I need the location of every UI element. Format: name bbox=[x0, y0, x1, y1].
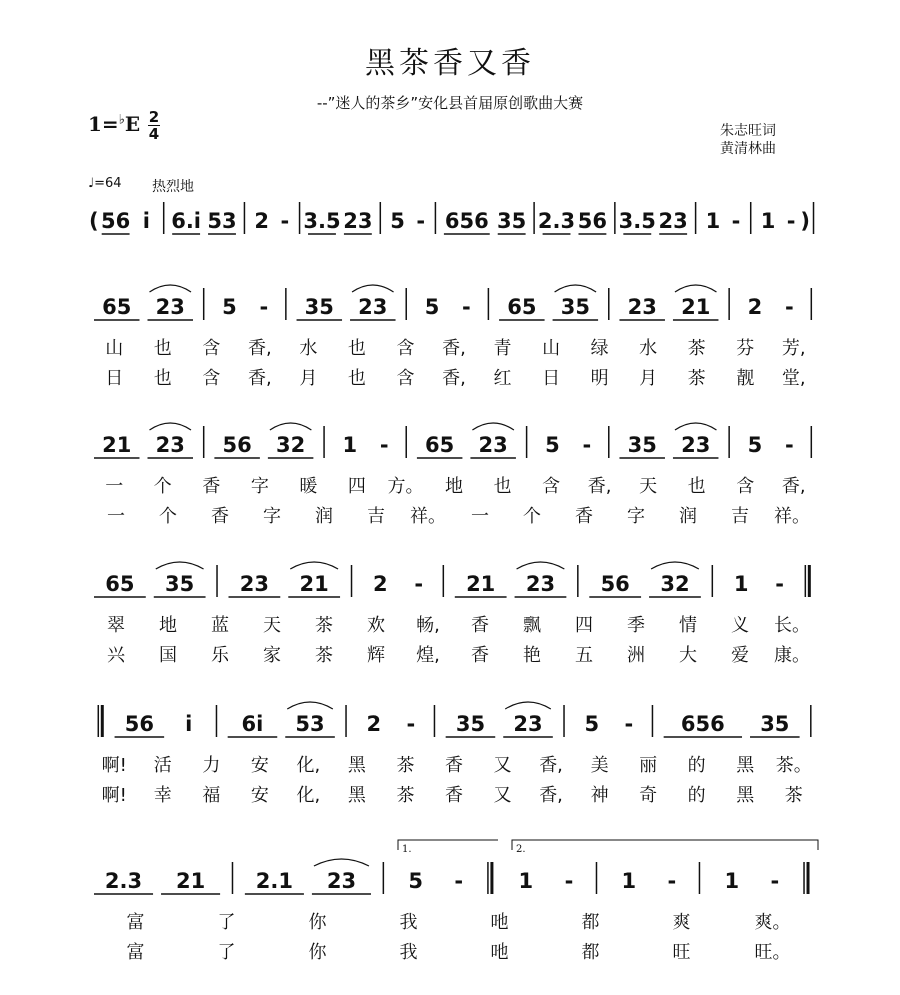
expression-marking: 热烈地 bbox=[152, 179, 194, 195]
lyric-char: 爽 bbox=[672, 912, 691, 933]
lyric-char: 祥。 bbox=[774, 506, 810, 527]
lyric-char: 靓 bbox=[736, 368, 755, 389]
note-group: - bbox=[775, 572, 784, 596]
lyric-char: 兴 bbox=[107, 645, 125, 666]
note-group: 1 bbox=[342, 433, 358, 457]
slur-arc bbox=[517, 562, 565, 569]
note-group: 23 bbox=[155, 433, 185, 457]
note-group: 23 bbox=[343, 209, 373, 233]
note-group: 35 bbox=[455, 712, 486, 736]
slur-arc bbox=[150, 423, 192, 430]
lyric-char: 吔 bbox=[490, 942, 509, 963]
note-group: - bbox=[786, 209, 796, 233]
note-group: 23 bbox=[478, 433, 508, 457]
note-group: - bbox=[462, 295, 471, 319]
note-group: 2 bbox=[366, 712, 382, 736]
note-group: - bbox=[731, 209, 741, 233]
lyric-char: 月 bbox=[299, 368, 318, 389]
note-group: 56 bbox=[600, 572, 630, 596]
lyric-char: 也 bbox=[687, 476, 706, 497]
note-group: - bbox=[280, 209, 290, 233]
note-group: 53 bbox=[207, 209, 237, 233]
lyric-char: 的 bbox=[687, 755, 706, 776]
slur-arc bbox=[555, 285, 597, 292]
lyric-char: 个 bbox=[153, 476, 172, 497]
lyric-char: 香 bbox=[202, 476, 221, 497]
lyric-char: 义 bbox=[731, 615, 749, 636]
lyric-char: 茶 bbox=[396, 785, 415, 806]
lyric-char: 青 bbox=[493, 338, 512, 359]
note-group: 2.3 bbox=[537, 209, 576, 233]
lyric-char: 水 bbox=[299, 338, 318, 359]
note-group: 6i bbox=[241, 712, 264, 736]
slur-arc bbox=[156, 562, 204, 569]
lyric-char: 又 bbox=[493, 755, 512, 776]
slur-arc bbox=[314, 859, 369, 866]
note-group: 1 bbox=[733, 572, 749, 596]
lyric-char: 香, bbox=[781, 476, 806, 497]
lyric-char: 爽。 bbox=[754, 912, 791, 933]
note-group: 56 bbox=[577, 209, 608, 233]
lyric-char: 香 bbox=[575, 506, 593, 527]
lyric-char: 茶 bbox=[315, 615, 333, 636]
lyric-char: 富 bbox=[126, 942, 145, 963]
lyric-char: 爱 bbox=[731, 645, 749, 666]
lyric-char: 大 bbox=[679, 645, 697, 666]
note-group: 656 bbox=[444, 209, 489, 233]
note-group: 1 bbox=[518, 869, 534, 893]
note-group: 2.3 bbox=[104, 869, 143, 893]
volta-label-2: 2. bbox=[516, 844, 526, 855]
note-group: 21 bbox=[102, 433, 132, 457]
lyric-char: 含 bbox=[396, 338, 415, 359]
note-group: 5 bbox=[390, 209, 405, 233]
note-group: - bbox=[770, 869, 780, 893]
lyric-char: 富 bbox=[126, 912, 145, 933]
lyric-char: 一 bbox=[107, 506, 125, 527]
note-group: - bbox=[667, 869, 677, 893]
lyric-char: 蓝 bbox=[211, 615, 229, 636]
lyric-char: 旺 bbox=[672, 942, 691, 963]
note-group: i bbox=[185, 712, 193, 736]
lyric-char: 你 bbox=[308, 942, 327, 963]
lyric-char: 的 bbox=[687, 785, 706, 806]
lyric-char: 一 bbox=[471, 506, 489, 527]
note-group: 23 bbox=[681, 433, 711, 457]
note-group: 656 bbox=[680, 712, 725, 736]
lyric-char: 黑 bbox=[347, 785, 366, 806]
lyric-char: 香, bbox=[247, 338, 272, 359]
note-group: - bbox=[784, 295, 794, 319]
lyric-char: 芬 bbox=[736, 338, 755, 359]
note-group: 23 bbox=[358, 295, 388, 319]
lyric-char: 也 bbox=[347, 338, 366, 359]
lyric-char: 明 bbox=[590, 368, 609, 389]
lyric-char: 情 bbox=[679, 615, 697, 636]
tempo-marking: ♩=64 bbox=[88, 176, 122, 191]
lyric-char: 啊! bbox=[101, 785, 127, 806]
note-group: 53 bbox=[295, 712, 325, 736]
lyric-char: 天 bbox=[639, 476, 658, 497]
lyric-char: 吉 bbox=[731, 506, 749, 527]
lyric-char: 暖 bbox=[299, 476, 318, 497]
note-group: 23 bbox=[658, 209, 688, 233]
lyric-char: 辉 bbox=[367, 645, 385, 666]
lyric-char: 香, bbox=[539, 755, 563, 776]
lyric-char: 茶。 bbox=[775, 755, 812, 776]
lyric-char: 红 bbox=[493, 368, 512, 389]
slur-arc bbox=[675, 285, 717, 292]
note-group: 3.5 bbox=[303, 209, 341, 233]
note-group: 56 bbox=[222, 433, 252, 457]
lyric-char: 茶 bbox=[687, 368, 706, 389]
note-group: 1 bbox=[705, 209, 721, 233]
lyric-char: 五 bbox=[575, 645, 593, 666]
volta-label-1: 1. bbox=[402, 844, 412, 855]
lyric-char: 四 bbox=[347, 476, 366, 497]
lyric-char: 黑 bbox=[347, 755, 366, 776]
lyric-char: 芳, bbox=[781, 338, 806, 359]
lyric-char: 字 bbox=[250, 476, 269, 497]
note-group: ( bbox=[89, 209, 99, 233]
lyric-char: 化, bbox=[296, 755, 321, 776]
lyric-char: 洲 bbox=[627, 645, 645, 666]
lyric-char: 香 bbox=[471, 645, 489, 666]
lyric-char: 香, bbox=[442, 368, 466, 389]
note-group: - bbox=[416, 209, 426, 233]
lyricist-credit: 朱志旺词 bbox=[720, 123, 776, 139]
lyric-char: 绿 bbox=[590, 338, 609, 359]
lyric-char: 都 bbox=[581, 942, 600, 963]
lyric-char: 康。 bbox=[774, 645, 810, 666]
note-group: - bbox=[414, 572, 424, 596]
lyric-char: 化, bbox=[296, 785, 321, 806]
lyric-char: 香 bbox=[471, 615, 489, 636]
slur-arc bbox=[287, 702, 333, 709]
lyric-char: 含 bbox=[542, 476, 561, 497]
lyric-char: 个 bbox=[523, 506, 541, 527]
note-group: 35 bbox=[760, 712, 790, 736]
slur-arc bbox=[290, 562, 338, 569]
lyric-char: 含 bbox=[736, 476, 755, 497]
lyric-char: 香, bbox=[442, 338, 466, 359]
lyric-char: 活 bbox=[153, 755, 172, 776]
lyric-char: 山 bbox=[542, 338, 561, 359]
slur-arc bbox=[150, 285, 192, 292]
lyric-char: 香 bbox=[445, 785, 463, 806]
note-group: 23 bbox=[155, 295, 185, 319]
note-group: 2 bbox=[747, 295, 763, 319]
lyric-char: 神 bbox=[590, 785, 609, 806]
note-group: 6.i bbox=[171, 209, 202, 233]
lyric-char: 丽 bbox=[639, 755, 658, 776]
lyric-char: 黑 bbox=[736, 755, 755, 776]
lyric-char: 了 bbox=[217, 942, 236, 963]
lyric-char: 国 bbox=[159, 645, 177, 666]
lyric-char: 润 bbox=[679, 506, 697, 527]
slur-arc bbox=[472, 423, 514, 430]
lyric-char: 也 bbox=[493, 476, 512, 497]
note-group: 35 bbox=[627, 433, 657, 457]
lyric-char: 幸 bbox=[153, 785, 172, 806]
volta-bracket-1 bbox=[398, 840, 498, 850]
note-group: 35 bbox=[304, 295, 334, 319]
note-group: - bbox=[582, 433, 592, 457]
lyric-char: 四 bbox=[575, 615, 593, 636]
slur-arc bbox=[505, 702, 551, 709]
lyric-char: 茶 bbox=[315, 645, 333, 666]
lyric-char: 长。 bbox=[774, 615, 810, 636]
lyric-char: 香, bbox=[587, 476, 612, 497]
note-group: 35 bbox=[497, 209, 527, 233]
flat-sign: ♭ bbox=[118, 112, 125, 128]
lyric-char: 也 bbox=[347, 368, 366, 389]
note-group: 32 bbox=[660, 572, 690, 596]
note-group: 32 bbox=[276, 433, 306, 457]
lyric-char: 季 bbox=[627, 615, 645, 636]
note-group: 5 bbox=[545, 433, 560, 457]
note-group: 23 bbox=[513, 712, 543, 736]
lyric-char: 安 bbox=[250, 785, 269, 806]
note-group: 2 bbox=[373, 572, 388, 596]
lyric-char: 方。 bbox=[387, 476, 424, 497]
lyric-char: 一 bbox=[105, 476, 124, 497]
lyric-char: 个 bbox=[159, 506, 177, 527]
key-prefix: 1= bbox=[88, 112, 119, 136]
slur-arc bbox=[675, 423, 717, 430]
lyric-char: 含 bbox=[202, 338, 221, 359]
note-group: 23 bbox=[326, 869, 357, 893]
volta-bracket-2 bbox=[512, 840, 818, 850]
lyric-char: 字 bbox=[263, 506, 281, 527]
lyric-char: 也 bbox=[153, 368, 172, 389]
note-group: 2 bbox=[254, 209, 270, 233]
note-group: ) bbox=[800, 209, 810, 233]
note-group: 5 bbox=[222, 295, 237, 319]
lyric-char: 润 bbox=[315, 506, 333, 527]
note-group: 5 bbox=[747, 433, 763, 457]
lyric-char: 飘 bbox=[523, 615, 541, 636]
lyric-char: 旺。 bbox=[754, 942, 791, 963]
lyric-char: 奇 bbox=[639, 785, 658, 806]
lyric-char: 力 bbox=[202, 755, 221, 776]
lyric-char: 美 bbox=[590, 755, 609, 776]
lyric-char: 天 bbox=[263, 615, 281, 636]
meter-top: 2 bbox=[148, 108, 160, 126]
lyric-char: 茶 bbox=[784, 785, 803, 806]
note-group: 56 bbox=[101, 209, 131, 233]
lyric-char: 煌, bbox=[416, 645, 440, 666]
note-group: i bbox=[142, 209, 150, 233]
meter-bottom: 4 bbox=[148, 125, 160, 143]
lyric-char: 翠 bbox=[107, 615, 125, 636]
note-group: 2.1 bbox=[255, 869, 293, 893]
lyric-char: 我 bbox=[399, 942, 418, 963]
composer-credit: 黄清林曲 bbox=[720, 141, 776, 157]
lyric-char: 香 bbox=[211, 506, 229, 527]
lyric-char: 日 bbox=[542, 368, 561, 389]
slur-arc bbox=[352, 285, 394, 292]
lyric-char: 茶 bbox=[396, 755, 415, 776]
lyric-char: 也 bbox=[153, 338, 172, 359]
note-group: 1 bbox=[760, 209, 776, 233]
note-group: 1 bbox=[724, 869, 740, 893]
note-group: - bbox=[624, 712, 634, 736]
lyric-char: 堂, bbox=[781, 368, 806, 389]
lyric-char: 香, bbox=[247, 368, 272, 389]
note-group: 23 bbox=[239, 572, 270, 596]
note-group: 1 bbox=[621, 869, 637, 893]
note-group: 35 bbox=[165, 572, 195, 596]
lyric-char: 安 bbox=[250, 755, 269, 776]
note-group: 21 bbox=[466, 572, 496, 596]
note-group: - bbox=[259, 295, 269, 319]
note-group: 21 bbox=[299, 572, 329, 596]
lyric-char: 啊! bbox=[101, 755, 127, 776]
lyric-char: 茶 bbox=[687, 338, 706, 359]
song-title: 黑茶香又香 bbox=[365, 46, 535, 81]
note-group: 23 bbox=[627, 295, 657, 319]
lyric-char: 含 bbox=[202, 368, 221, 389]
note-group: 65 bbox=[507, 295, 537, 319]
note-group: - bbox=[564, 869, 574, 893]
note-group: 21 bbox=[175, 869, 206, 893]
lyric-char: 水 bbox=[639, 338, 658, 359]
lyric-char: 香, bbox=[539, 785, 563, 806]
lyric-char: 艳 bbox=[523, 645, 541, 666]
lyric-char: 黑 bbox=[736, 785, 755, 806]
lyric-char: 山 bbox=[105, 338, 124, 359]
note-group: 21 bbox=[681, 295, 711, 319]
lyric-char: 月 bbox=[639, 368, 658, 389]
lyric-char: 畅, bbox=[416, 615, 440, 636]
slur-arc bbox=[270, 423, 312, 430]
note-group: 65 bbox=[425, 433, 455, 457]
note-group: 5 bbox=[584, 712, 600, 736]
lyric-char: 都 bbox=[581, 912, 600, 933]
note-group: 35 bbox=[560, 295, 590, 319]
note-group: 3.5 bbox=[618, 209, 656, 233]
lyric-char: 地 bbox=[445, 476, 463, 497]
lyric-char: 福 bbox=[202, 785, 221, 806]
lyric-char: 乐 bbox=[211, 645, 229, 666]
note-group: 65 bbox=[102, 295, 132, 319]
lyric-char: 字 bbox=[627, 506, 645, 527]
lyric-char: 祥。 bbox=[410, 506, 446, 527]
lyric-char: 吔 bbox=[490, 912, 509, 933]
lyric-char: 地 bbox=[159, 615, 177, 636]
lyric-char: 了 bbox=[217, 912, 236, 933]
lyric-char: 日 bbox=[105, 368, 124, 389]
lyric-char: 吉 bbox=[367, 506, 385, 527]
note-group: - bbox=[784, 433, 794, 457]
lyric-char: 家 bbox=[263, 645, 281, 666]
note-group: 23 bbox=[525, 572, 556, 596]
slur-arc bbox=[651, 562, 699, 569]
note-group: - bbox=[406, 712, 416, 736]
lyric-char: 又 bbox=[493, 785, 512, 806]
note-group: - bbox=[454, 869, 464, 893]
note-group: 65 bbox=[105, 572, 135, 596]
lyric-char: 我 bbox=[399, 912, 418, 933]
key-note: E bbox=[124, 112, 141, 136]
lyric-char: 含 bbox=[396, 368, 415, 389]
note-group: 5 bbox=[424, 295, 440, 319]
note-group: 5 bbox=[408, 869, 423, 893]
note-group: - bbox=[379, 433, 389, 457]
lyric-char: 你 bbox=[308, 912, 327, 933]
lyric-char: 欢 bbox=[367, 615, 385, 636]
note-group: 56 bbox=[124, 712, 154, 736]
lyric-char: 香 bbox=[445, 755, 463, 776]
song-subtitle: --”迷人的茶乡”安化县首届原创歌曲大赛 bbox=[316, 94, 584, 112]
